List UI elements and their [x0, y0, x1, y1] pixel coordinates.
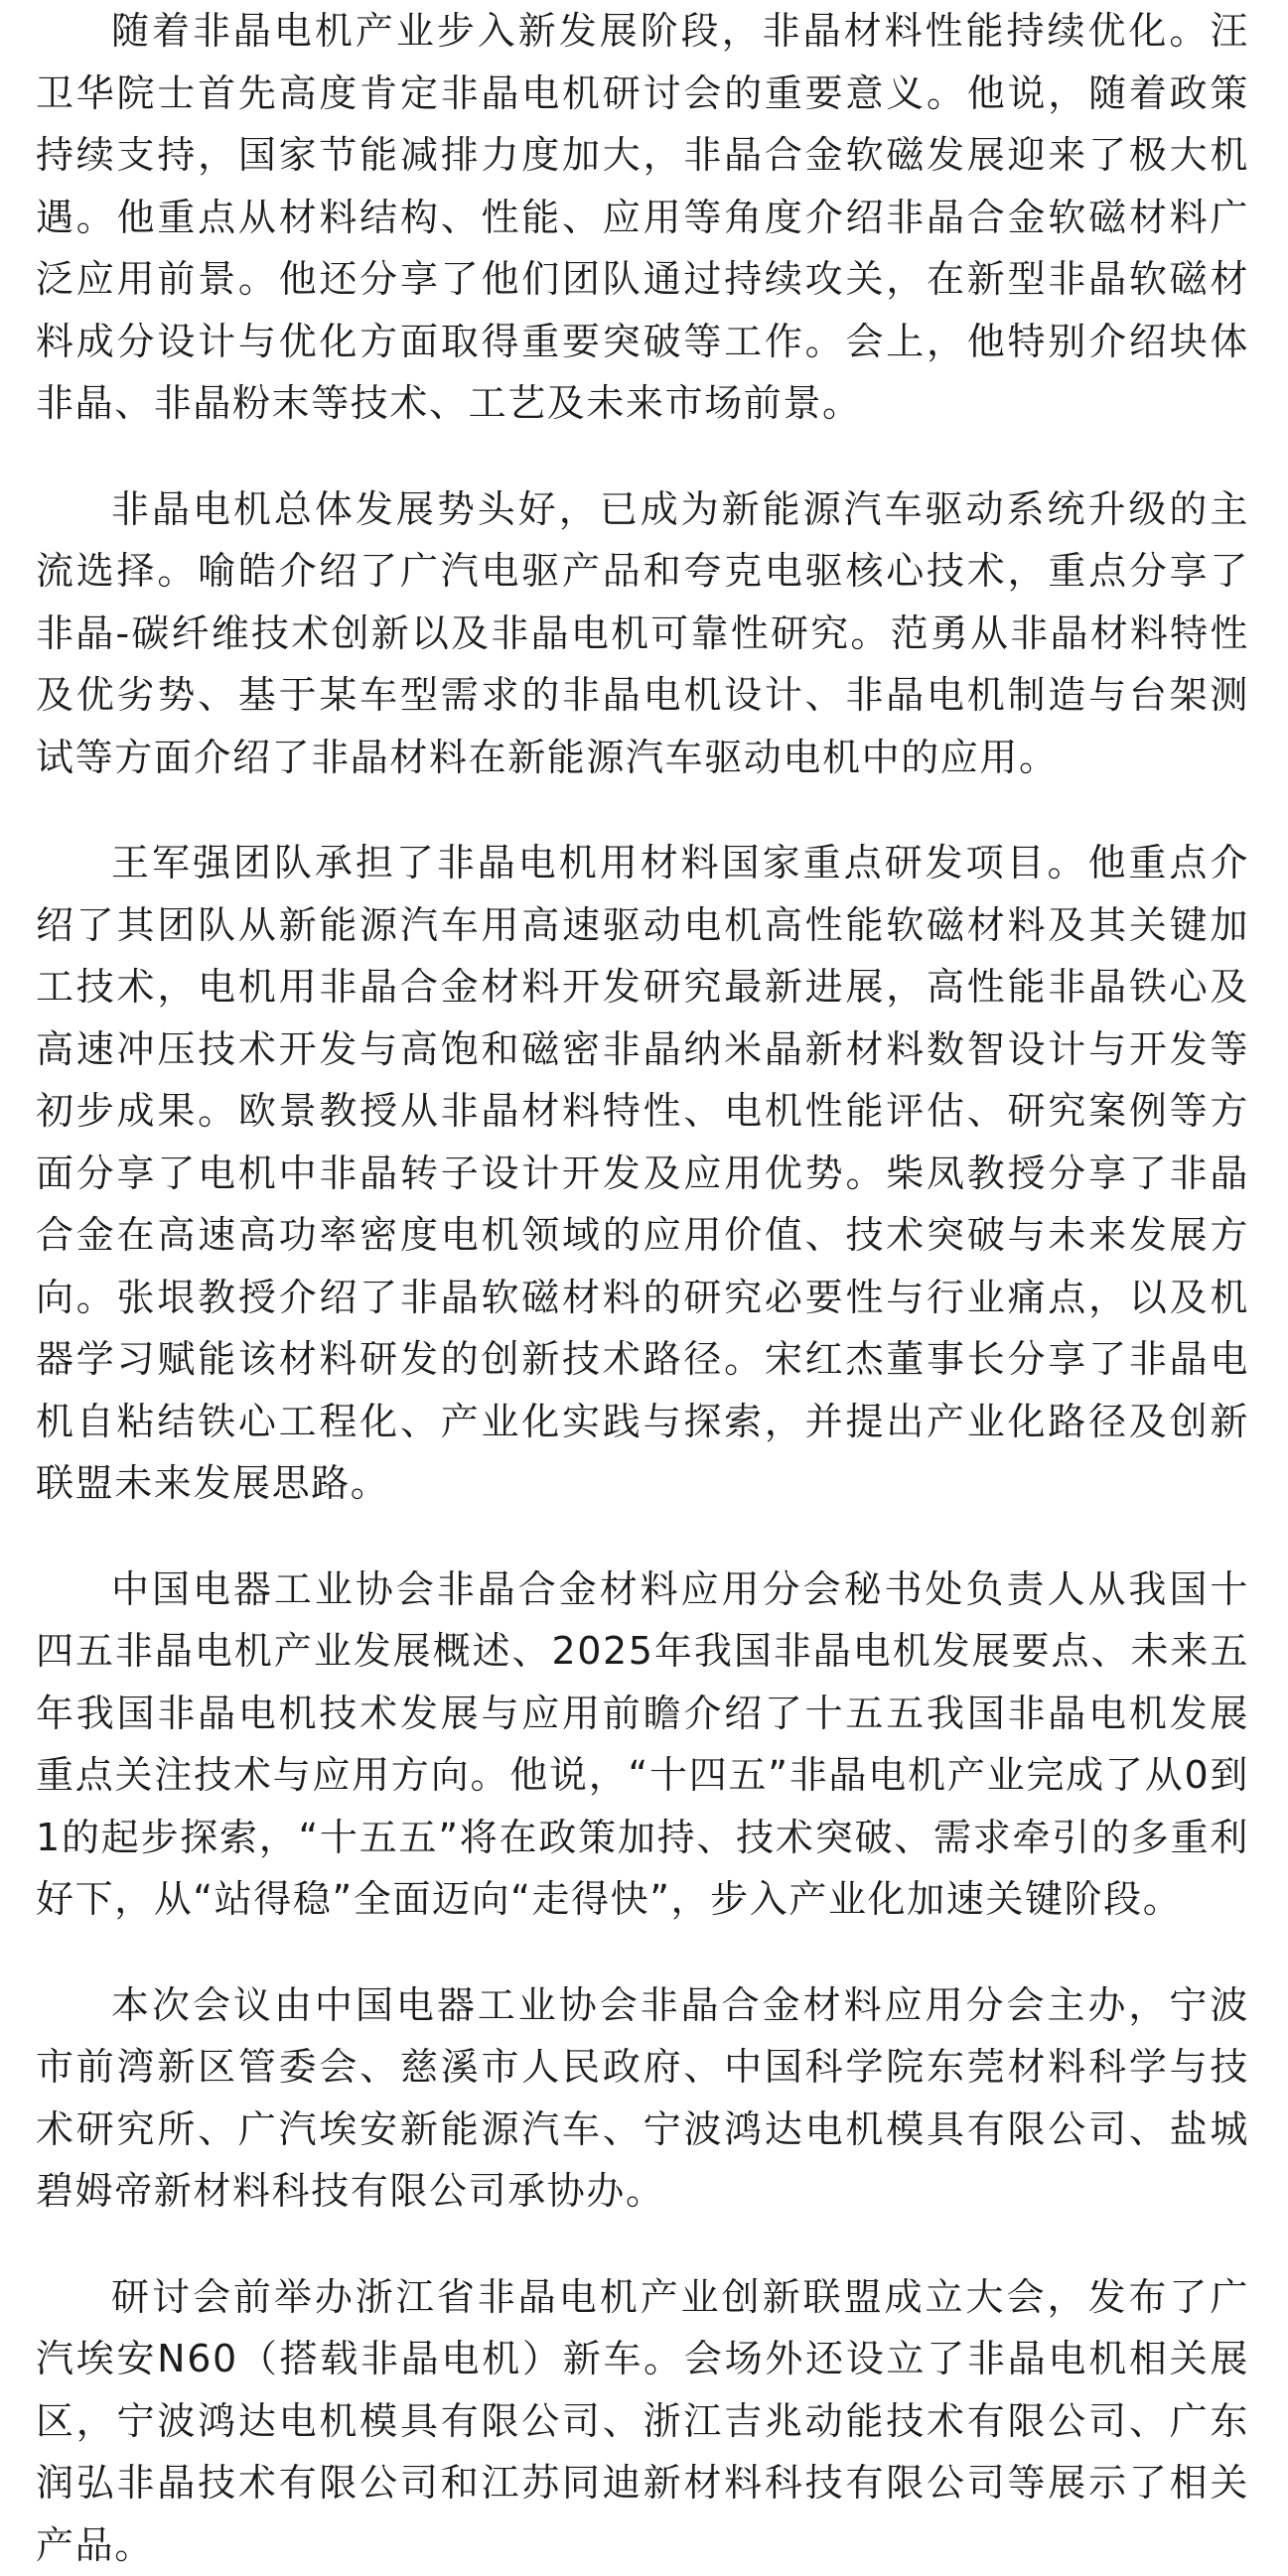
- paragraph-association-secretariat: 中国电器工业协会非晶合金材料应用分会秘书处负责人从我国十四五非晶电机产业发展概述、2025年我国非晶电机发展要点、未来五年我国非晶电机技术发展与应用前瞻介绍了十五五我国非晶电机发展重点关注技术与应用方向。他说，“十四五”非晶电机产业完成了从0到1的起步探索，“十五五”将在政策加持、技术突破、需求牵引的多重利好下，从“站得稳”全面迈向“走得快”，步入产业化加速关键阶段。: [36, 1559, 1249, 1931]
- paragraph-wang-junqiang-team: 王军强团队承担了非晶电机用材料国家重点研发项目。他重点介绍了其团队从新能源汽车用高速驱动电机高性能软磁材料及其关键加工技术，电机用非晶合金材料开发研究最新进展，高性能非晶铁心及高速冲压技术开发与高饱和磁密非晶纳米晶新材料数智设计与开发等初步成果。欧景教授从非晶材料特性、电机性能评估、研究案例等方面分享了电机中非晶转子设计开发及应用优势。柴凤教授分享了非晶合金在高速高功率密度电机领域的应用价值、技术突破与未来发展方向。张垠教授介绍了非晶软磁材料的研究必要性与行业痛点，以及机器学习赋能该材料研发的创新技术路径。宋红杰董事长分享了非晶电机自粘结铁心工程化、产业化实践与探索，并提出产业化路径及创新联盟未来发展思路。: [36, 832, 1249, 1515]
- paragraph-spacer: [36, 435, 1249, 478]
- paragraph-spacer: [36, 788, 1249, 832]
- paragraph-alliance-and-exhibition: 研讨会前举办浙江省非晶电机产业创新联盟成立大会，发布了广汽埃安N60（搭载非晶电机）新车。会场外还设立了非晶电机相关展区，宁波鸿达电机模具有限公司、浙江吉兆动能技术有限公司、广东润弘非晶技术有限公司和江苏同迪新材料科技有限公司等展示了相关产品。: [36, 2266, 1249, 2576]
- paragraph-organizers: 本次会议由中国电器工业协会非晶合金材料应用分会主办，宁波市前湾新区管委会、慈溪市人民政府、中国科学院东莞材料科学与技术研究所、广汽埃安新能源汽车、宁波鸿达电机模具有限公司、盐城碧姆帝新材料科技有限公司承协办。: [36, 1974, 1249, 2223]
- paragraph-spacer: [36, 2223, 1249, 2266]
- paragraph-spacer: [36, 1931, 1249, 1974]
- paragraph-amorphous-motor-trend: 非晶电机总体发展势头好，已成为新能源汽车驱动系统升级的主流选择。喻皓介绍了广汽电驱产品和夸克电驱核心技术，重点分享了非晶-碳纤维技术创新以及非晶电机可靠性研究。范勇从非晶材料特性及优劣势、基于某车型需求的非晶电机设计、非晶电机制造与台架测试等方面介绍了非晶材料在新能源汽车驱动电机中的应用。: [36, 478, 1249, 789]
- paragraph-academician-wang-weihua: 随着非晶电机产业步入新发展阶段，非晶材料性能持续优化。汪卫华院士首先高度肯定非晶电机研讨会的重要意义。他说，随着政策持续支持，国家节能减排力度加大，非晶合金软磁发展迎来了极大机遇。他重点从材料结构、性能、应用等角度介绍非晶合金软磁材料广泛应用前景。他还分享了他们团队通过持续攻关，在新型非晶软磁材料成分设计与优化方面取得重要突破等工作。会上，他特别介绍块体非晶、非晶粉末等技术、工艺及未来市场前景。: [36, 0, 1249, 435]
- paragraph-spacer: [36, 1515, 1249, 1559]
- article-body: [36, 0, 1249, 2576]
